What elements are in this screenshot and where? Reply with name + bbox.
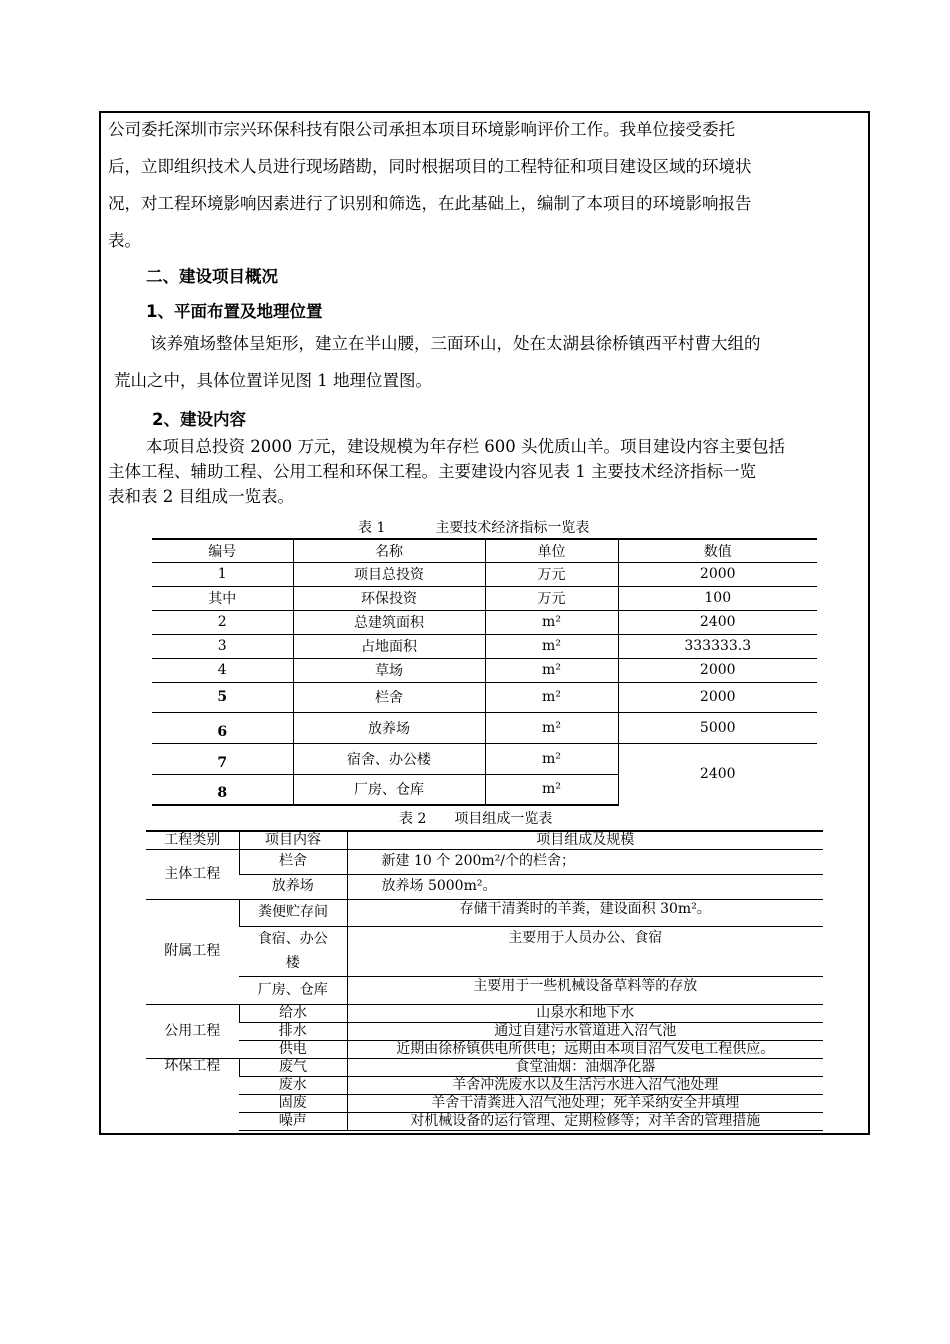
intro-line: 表。 bbox=[108, 231, 141, 250]
table2-item: 厂房、仓库 bbox=[239, 976, 347, 1004]
table1-cell: 3 bbox=[152, 634, 293, 658]
table1-caption-title: 主要技术经济指标一览表 bbox=[435, 520, 590, 536]
table1-cell: 放养场 bbox=[293, 712, 485, 743]
table1-cell: 占地面积 bbox=[293, 634, 485, 658]
table1-cell: 项目总投资 bbox=[293, 562, 485, 586]
table1-cell: 万元 bbox=[485, 586, 618, 610]
table1-header: 单位 bbox=[485, 539, 618, 562]
table1-cell: 2000 bbox=[618, 682, 817, 712]
project-composition-table bbox=[146, 830, 823, 1131]
content-line: 本项目总投资 2000 万元，建设规模为年存栏 600 头优质山羊。项目建设内容主要包括 bbox=[146, 437, 785, 456]
table1-cell: m² bbox=[485, 774, 618, 805]
table2-desc: 食堂油烟：油烟净化器 bbox=[347, 1058, 823, 1076]
table2-category: 环保工程 bbox=[146, 1058, 239, 1130]
table1-cell: 其中 bbox=[152, 586, 293, 610]
table1-cell: 环保投资 bbox=[293, 586, 485, 610]
subsection-heading: 2、建设内容 bbox=[152, 410, 246, 429]
table2-item: 排水 bbox=[239, 1022, 347, 1040]
subsection-heading: 1、平面布置及地理位置 bbox=[146, 302, 323, 321]
table2-item: 放养场 bbox=[239, 874, 347, 899]
table1-cell: 8 bbox=[152, 774, 293, 805]
table1-cell: 栏舍 bbox=[293, 682, 485, 712]
table1-cell: m² bbox=[485, 610, 618, 634]
intro-paragraph bbox=[108, 111, 860, 259]
table1-header: 编号 bbox=[152, 539, 293, 562]
table1-cell: 厂房、仓库 bbox=[293, 774, 485, 805]
table1-cell: m² bbox=[485, 743, 618, 774]
table2-item: 食宿、办公楼 bbox=[239, 926, 347, 976]
location-line: 荒山之中，具体位置详见图 1 地理位置图。 bbox=[114, 371, 432, 390]
table1-cell: 2000 bbox=[618, 562, 817, 586]
table2-desc: 主要用于人员办公、食宿 bbox=[347, 926, 823, 976]
table2-desc: 通过自建污水管道进入沼气池 bbox=[347, 1022, 823, 1040]
content-line: 主体工程、辅助工程、公用工程和环保工程。主要建设内容见表 1 主要技术经济指标一览 bbox=[108, 462, 756, 481]
intro-line: 后，立即组织技术人员进行现场踏勘，同时根据项目的工程特征和项目建设区域的环境状 bbox=[108, 157, 752, 176]
table1-cell: m² bbox=[485, 682, 618, 712]
content-paragraph bbox=[108, 434, 860, 509]
table1-header: 数值 bbox=[618, 539, 817, 562]
table1-cell: 万元 bbox=[485, 562, 618, 586]
table1-cell: 4 bbox=[152, 658, 293, 682]
table2-item: 栏舍 bbox=[239, 849, 347, 874]
table1-header: 名称 bbox=[293, 539, 485, 562]
content-line: 表和表 2 目组成一览表。 bbox=[108, 487, 294, 506]
table2-desc: 山泉水和地下水 bbox=[347, 1004, 823, 1022]
table2-item: 废水 bbox=[239, 1076, 347, 1094]
location-line: 该养殖场整体呈矩形，建立在半山腰，三面环山，处在太湖县徐桥镇西平村曹大组的 bbox=[150, 334, 761, 353]
table2-caption bbox=[399, 808, 552, 828]
table2-desc: 对机械设备的运行管理、定期检修等；对羊舍的管理措施 bbox=[347, 1112, 823, 1130]
table1-cell: 草场 bbox=[293, 658, 485, 682]
table1-cell: 6 bbox=[152, 712, 293, 743]
table1-cell: m² bbox=[485, 634, 618, 658]
intro-line: 公司委托深圳市宗兴环保科技有限公司承担本项目环境影响评价工作。我单位接受委托 bbox=[108, 120, 735, 139]
table1-cell: 333333.3 bbox=[618, 634, 817, 658]
table2-caption-number: 表 2 bbox=[399, 811, 427, 827]
table1-caption-number: 表 1 bbox=[358, 520, 386, 536]
table2-item: 供电 bbox=[239, 1040, 347, 1058]
table2-caption-title: 项目组成一览表 bbox=[454, 811, 553, 827]
table1-cell: 100 bbox=[618, 586, 817, 610]
section-heading: 二、建设项目概况 bbox=[146, 267, 278, 286]
table1-cell: 2 bbox=[152, 610, 293, 634]
table1-cell: 5000 bbox=[618, 712, 817, 743]
table2-desc: 羊舍干清粪进入沼气池处理；死羊采纳安全井填埋 bbox=[347, 1094, 823, 1112]
table2-item: 给水 bbox=[239, 1004, 347, 1022]
location-paragraph bbox=[108, 325, 860, 399]
table1-cell: m² bbox=[485, 658, 618, 682]
table2-item: 噪声 bbox=[239, 1112, 347, 1130]
table1-cell: 宿舍、办公楼 bbox=[293, 743, 485, 774]
table2-item: 固废 bbox=[239, 1094, 347, 1112]
table1-merged-value-cell: 2400 bbox=[618, 743, 817, 805]
table2-category: 主体工程 bbox=[146, 849, 239, 899]
table1-cell: 1 bbox=[152, 562, 293, 586]
table1-caption bbox=[358, 517, 589, 537]
table1-cell: 2000 bbox=[618, 658, 817, 682]
table2-header: 工程类别 bbox=[146, 831, 239, 849]
table2-desc: 新建 10 个 200m²/个的栏舍； bbox=[347, 849, 823, 874]
table1-cell: m² bbox=[485, 712, 618, 743]
table2-desc: 放养场 5000m²。 bbox=[347, 874, 823, 899]
table2-header: 项目组成及规模 bbox=[347, 831, 823, 849]
table2-item: 粪便贮存间 bbox=[239, 899, 347, 926]
table1-cell: 2400 bbox=[618, 610, 817, 634]
tech-economic-table bbox=[152, 538, 817, 806]
table2-desc: 存储干清粪时的羊粪，建设面积 30m²。 bbox=[347, 899, 823, 926]
table2-header: 项目内容 bbox=[239, 831, 347, 849]
table2-category: 附属工程 bbox=[146, 899, 239, 1004]
table1-cell: 总建筑面积 bbox=[293, 610, 485, 634]
intro-line: 况，对工程环境影响因素进行了识别和筛选，在此基础上，编制了本项目的环境影响报告 bbox=[108, 194, 752, 213]
table1-cell: 7 bbox=[152, 743, 293, 774]
table2-item: 废气 bbox=[239, 1058, 347, 1076]
table2-category: 公用工程 bbox=[146, 1004, 239, 1058]
table2-desc: 主要用于一些机械设备草料等的存放 bbox=[347, 976, 823, 1004]
table1-cell: 5 bbox=[152, 682, 293, 712]
table2-desc: 近期由徐桥镇供电所供电；远期由本项目沼气发电工程供应。 bbox=[347, 1040, 823, 1058]
table2-desc: 羊舍冲洗废水以及生活污水进入沼气池处理 bbox=[347, 1076, 823, 1094]
